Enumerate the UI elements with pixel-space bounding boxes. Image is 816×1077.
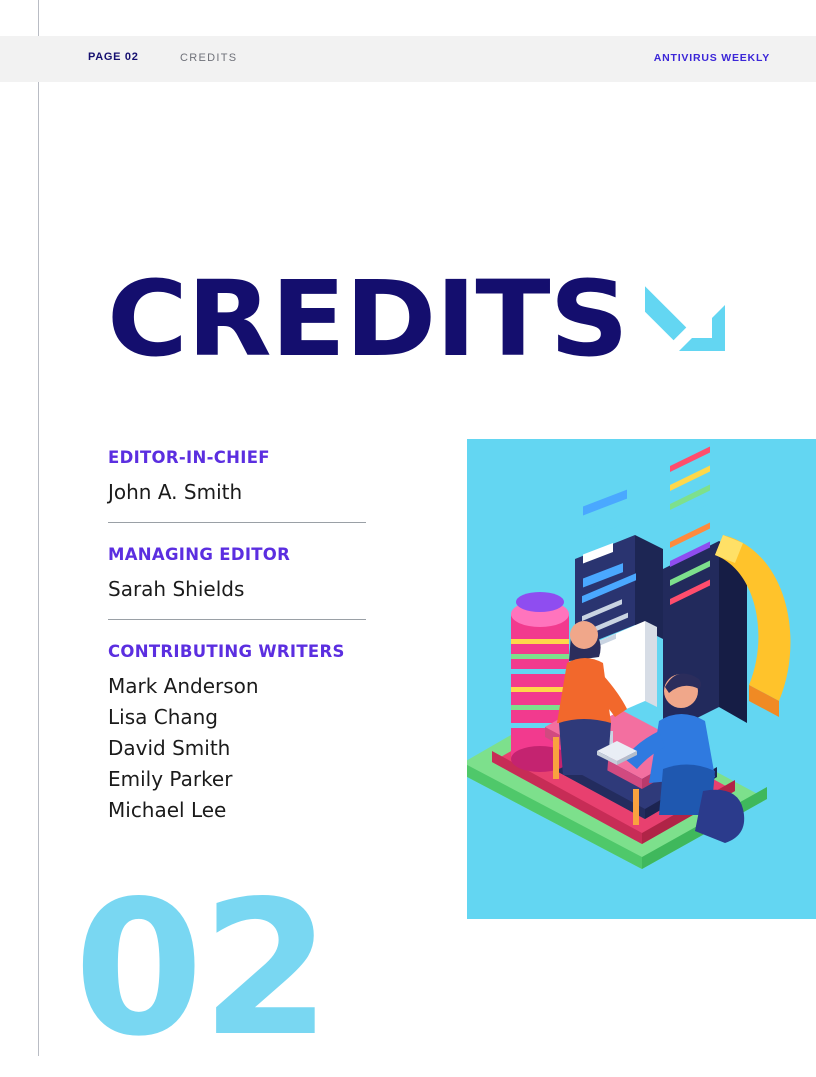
credit-name: Sarah Shields [108, 577, 245, 601]
credit-role-label: CONTRIBUTING WRITERS [108, 642, 345, 661]
illustration-panel [467, 439, 816, 919]
large-page-number: 02 [74, 860, 329, 1077]
credit-name: David Smith [108, 736, 231, 760]
header-brand-label: ANTIVIRUS WEEKLY [653, 52, 770, 64]
credit-group [108, 448, 374, 523]
credit-role-label: MANAGING EDITOR [108, 545, 291, 564]
credits-list [108, 448, 374, 826]
page-title: CREDITS [107, 258, 628, 380]
credit-name: Michael Lee [108, 798, 227, 822]
credit-role-label: EDITOR-IN-CHIEF [108, 448, 270, 467]
credit-name-list [108, 671, 374, 826]
header-section-label: CREDITS [180, 52, 238, 64]
left-margin-rule [38, 0, 39, 1056]
credit-name: Emily Parker [108, 767, 233, 791]
credit-group [108, 642, 374, 826]
credit-divider [108, 619, 366, 620]
credit-name: Lisa Chang [108, 705, 218, 729]
credit-group [108, 545, 374, 620]
header-page-label: PAGE 02 [88, 51, 139, 63]
credit-name: John A. Smith [108, 480, 243, 504]
arrow-down-right-icon [645, 275, 731, 355]
credit-name: Mark Anderson [108, 674, 259, 698]
credit-divider [108, 522, 366, 523]
